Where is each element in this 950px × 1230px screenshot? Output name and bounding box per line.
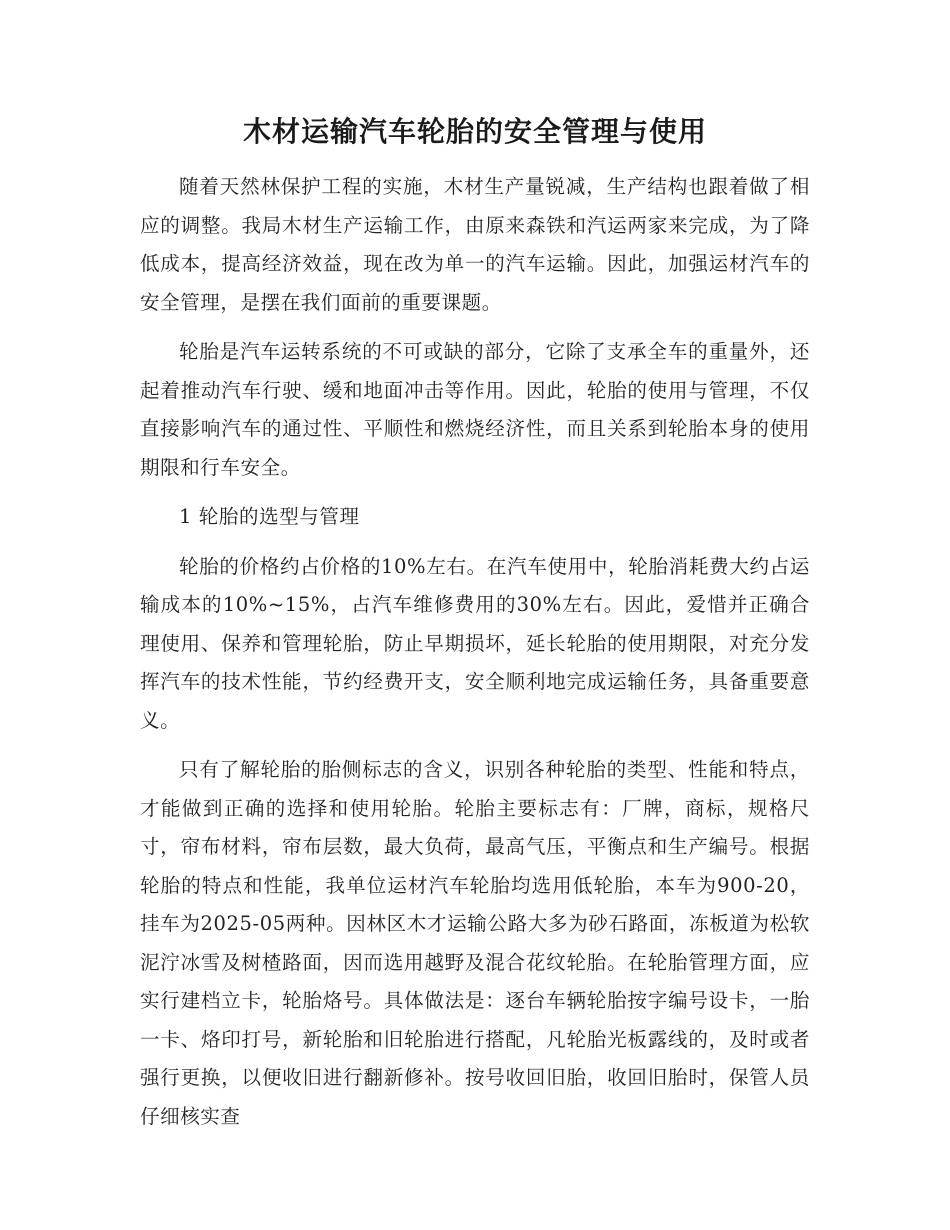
paragraph-intro: 随着天然林保护工程的实施，木材生产量锐减，生产结构也跟着做了相应的调整。我局木材生产运输工作，由原来森铁和汽运两家来完成，为了降低成本，提高经济效益，现在改为单一的汽车运输。因此，加强运材汽车的安全管理，是摆在我们面前的重要课题。 <box>140 175 810 314</box>
paragraph-tire-cost: 轮胎的价格约占价格的10%左右。在汽车使用中，轮胎消耗费大约占运输成本的10%~15%，占汽车维修费用的30%左右。因此，爱惜并正确合理使用、保养和管理轮胎，防止早期损坏，延长轮胎的使用期限，对充分发挥汽车的技术性能，节约经费开支，安全顺利地完成运输任务，具备重要意义。 <box>140 554 810 732</box>
document-title: 木材运输汽车轮胎的安全管理与使用 <box>242 115 707 148</box>
paragraph-tire-selection: 只有了解轮胎的胎侧标志的含义，识别各种轮胎的类型、性能和特点，才能做到正确的选择和使用轮胎。轮胎主要标志有：厂牌，商标，规格尺寸，帘布材料，帘布层数，最大负荷，最高气压，平衡点和生产编号。根据轮胎的特点和性能，我单位运材汽车轮胎均选用低轮胎，本车为900-20，挂车为2025-05两种。因林区木才运输公路大多为砂石路面，冻板道为松软泥泞冰雪及树楂路面，因而选用越野及混合花纹轮胎。在轮胎管理方面，应实行建档立卡，轮胎烙号。具体做法是：逐台车辆轮胎按字编号设卡，一胎一卡、烙印打号，新轮胎和旧轮胎进行搭配，凡轮胎光板露线的，及时或者强行更换，以便收旧进行翻新修补。按号收回旧胎，收回旧胎时，保管人员仔细核实查 <box>140 758 810 1128</box>
section-heading: 1 轮胎的选型与管理 <box>179 505 360 528</box>
paragraph-tire-role: 轮胎是汽车运转系统的不可或缺的部分，它除了支承全车的重量外，还起着推动汽车行驶、缓和地面冲击等作用。因此，轮胎的使用与管理，不仅直接影响汽车的通过性、平顺性和燃烧经济性，而且关系到轮胎本身的使用期限和行车安全。 <box>140 340 810 479</box>
